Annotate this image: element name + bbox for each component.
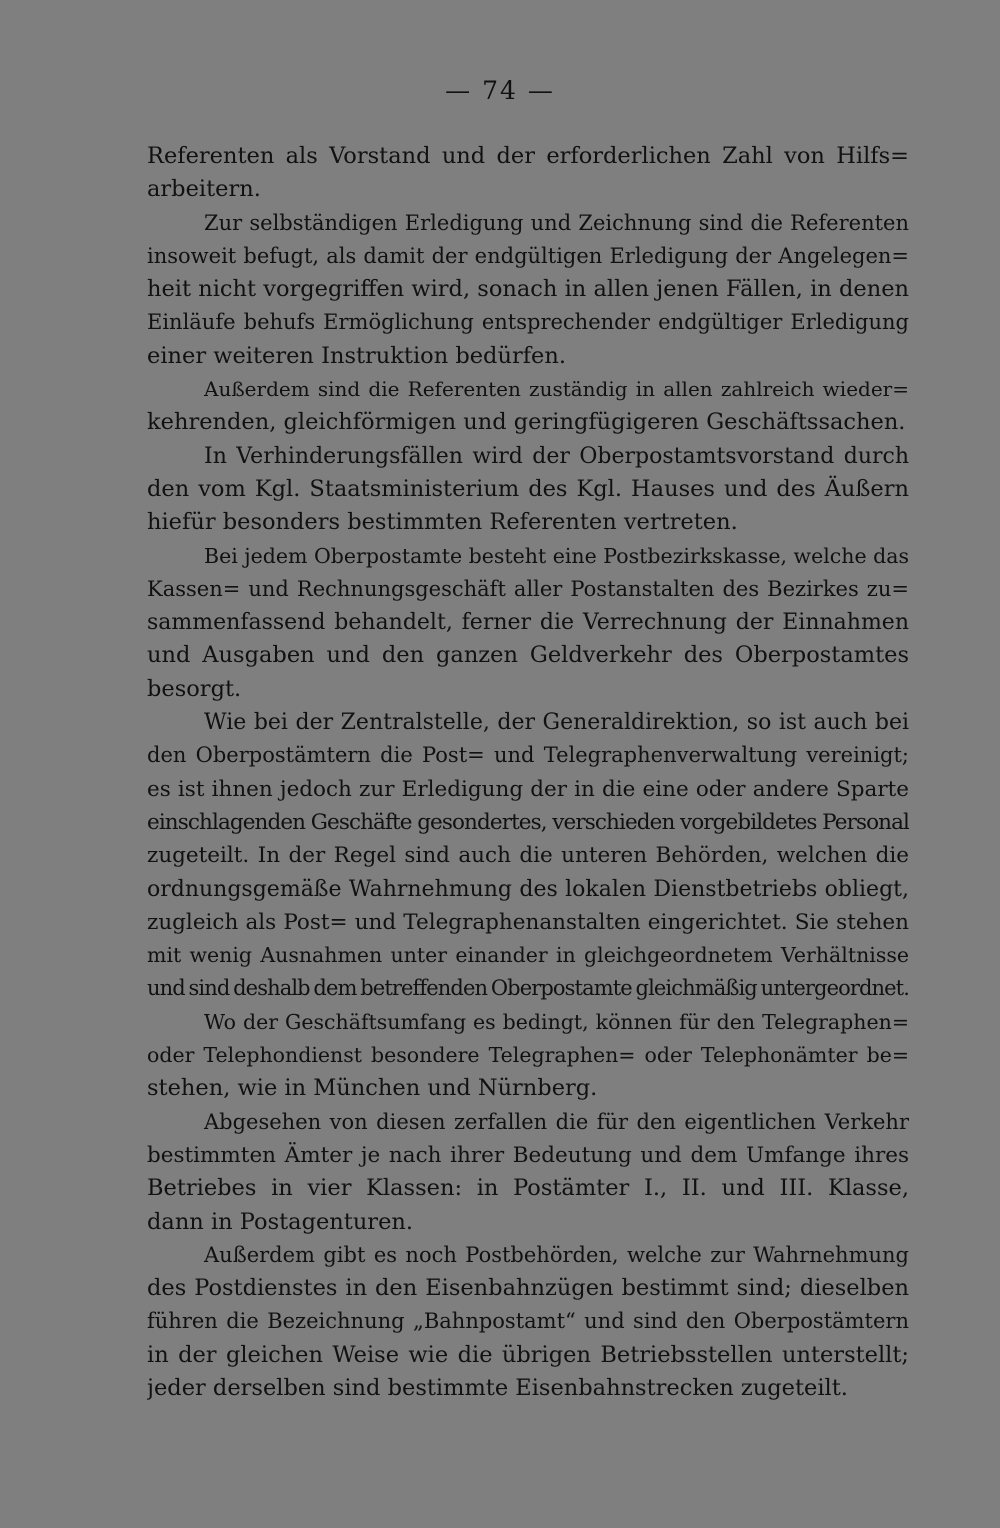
text-line: kehrenden, gleichförmigen und geringfügigeren Geschäftssachen. <box>147 409 906 436</box>
text-line: den Oberpostämtern die Post= und Telegraphenverwaltung vereinigt; <box>147 743 909 768</box>
text-line: oder Telephondienst besondere Telegraphen= oder Telephonämter be= <box>147 1043 909 1068</box>
text-line: Betriebes in vier Klassen: in Postämter I., II. und III. Klasse, <box>147 1175 909 1202</box>
text-line: jeder derselben sind bestimmte Eisenbahnstrecken zugeteilt. <box>147 1374 848 1401</box>
paragraph-first-line: Zur selbständigen Erledigung und Zeichnung sind die Referenten <box>204 210 909 235</box>
text-line: einer weiteren Instruktion bedürfen. <box>147 342 566 369</box>
text-line: insoweit befugt, als damit der endgültigen Erledigung der Angelegen= <box>147 243 909 268</box>
text-line: Referenten als Vorstand und der erforderlichen Zahl von Hilfs= <box>147 143 909 169</box>
text-line: zugleich als Post= und Telegraphenanstalten eingerichtet. Sie stehen <box>147 909 909 935</box>
text-line: und sind deshalb dem betreffenden Oberpostamte gleichmäßig untergeordnet. <box>147 976 909 1001</box>
paragraph-first-line: Außerdem gibt es noch Postbehörden, welche zur Wahrnehmung <box>204 1242 909 1267</box>
paragraph-first-line: Wo der Geschäftsumfang es bedingt, können für den Telegraphen= <box>204 1009 909 1034</box>
text-line: dann in Postagenturen. <box>147 1208 414 1235</box>
text-line: stehen, wie in München und Nürnberg. <box>147 1075 598 1102</box>
text-line: arbeitern. <box>147 176 261 203</box>
text-line: hiefür besonders bestimmten Referenten vertreten. <box>147 509 738 536</box>
paragraph-first-line: Wie bei der Zentralstelle, der Generaldirektion, so ist auch bei <box>204 710 909 736</box>
text-line: führen die Bezeichnung „Bahnpostamt“ und sind den Oberpostämtern <box>147 1309 909 1334</box>
paragraph-first-line: Abgesehen von diesen zerfallen die für den eigentlichen Verkehr <box>204 1109 909 1134</box>
text-line: zugeteilt. In der Regel sind auch die unteren Behörden, welchen die <box>147 843 909 869</box>
page-number: — 74 — <box>445 76 555 105</box>
text-line: Kassen= und Rechnungsgeschäft aller Postanstalten des Bezirkes zu= <box>147 576 909 601</box>
text-line: ordnungsgemäße Wahrnehmung des lokalen Dienstbetriebs obliegt, <box>147 876 909 902</box>
text-line: des Postdienstes in den Eisenbahnzügen bestimmt sind; dieselben <box>147 1275 909 1302</box>
text-line: es ist ihnen jedoch zur Erledigung der in die eine oder andere Sparte <box>147 776 909 802</box>
text-line: besorgt. <box>147 675 242 702</box>
paragraph-first-line: Bei jedem Oberpostamte besteht eine Postbezirkskasse, welche das <box>204 543 909 568</box>
text-line: bestimmten Ämter je nach ihrer Bedeutung und dem Umfange ihres <box>147 1142 909 1168</box>
text-line: sammenfassend behandelt, ferner die Verrechnung der Einnahmen <box>147 610 909 636</box>
text-line: einschlagenden Geschäfte gesondertes, verschieden vorgebildetes Personal <box>147 809 909 835</box>
text-line: mit wenig Ausnahmen unter einander in gleichgeordnetem Verhältnisse <box>147 943 909 968</box>
paragraph-first-line: In Verhinderungsfällen wird der Oberpostamtsvorstand durch <box>204 443 909 469</box>
text-line: Einläufe behufs Ermöglichung entsprechender endgültiger Erledigung <box>147 310 909 335</box>
text-line: heit nicht vorgegriffen wird, sonach in allen jenen Fällen, in denen <box>147 276 909 303</box>
text-line: und Ausgaben und den ganzen Geldverkehr des Oberpostamtes <box>147 642 909 669</box>
text-line: den vom Kgl. Staatsministerium des Kgl. Hauses und des Äußern <box>147 475 909 502</box>
text-line: in der gleichen Weise wie die übrigen Betriebsstellen unterstellt; <box>147 1341 909 1368</box>
paragraph-first-line: Außerdem sind die Referenten zuständig in allen zahlreich wieder= <box>204 377 909 402</box>
body-text <box>147 140 909 1405</box>
